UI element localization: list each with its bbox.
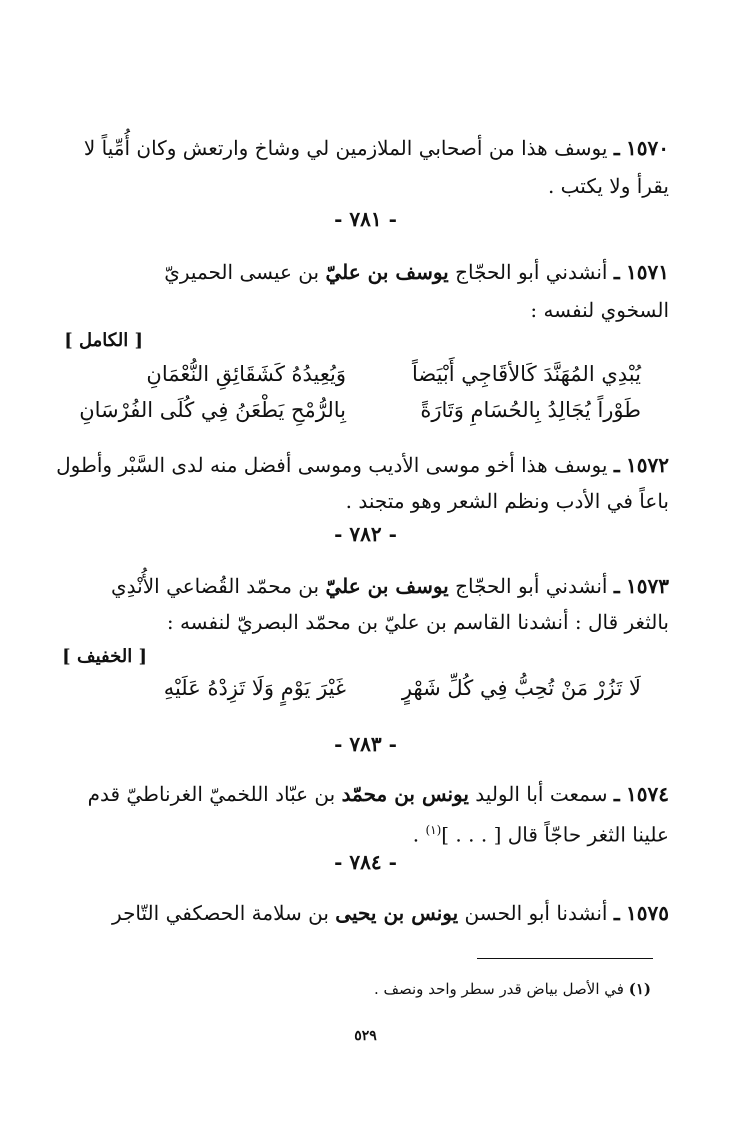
entry-1572-line2: [55, 481, 669, 521]
section-heading-782: - ٧٨٢ -: [334, 522, 397, 546]
entry-dash: ـ: [613, 782, 620, 806]
person-name: يونس بن يحيى: [335, 901, 459, 925]
entry-text: باعاً في الأدب ونظم الشعر وهو متجند .: [345, 489, 669, 513]
person-name: يونس بن محمّد: [341, 782, 469, 806]
entry-number: ١٥٧٤: [626, 782, 669, 806]
entry-1570-line2: [55, 166, 669, 206]
meter-label: [ الكامل ]: [64, 330, 143, 351]
entry-text: أنشدنا أبو الحسن: [464, 901, 608, 925]
footnote-divider: [477, 958, 653, 959]
footnote-marker: (١): [628, 980, 651, 998]
entry-text: بن محمّد القُضاعي الأُنْدِي: [111, 574, 320, 598]
footnote-reference: (١): [425, 823, 442, 837]
page-number: ٥٢٩: [354, 1028, 377, 1044]
entry-1574-line1: [55, 774, 669, 814]
verse-hemistich-2b: بِالرُّمْحِ يَطْعَنُ فِي كُلَى الفُرْسَانِ: [79, 398, 346, 422]
entry-text: أنشدني أبو الحجّاج: [455, 260, 608, 284]
person-name: يوسف بن عليّ: [325, 260, 449, 284]
section-heading-781: - ٧٨١ -: [334, 207, 397, 231]
entry-text: يوسف هذا أخو موسى الأديب وموسى أفضل منه لدى السَّبْر وأطول: [56, 453, 608, 477]
entry-1575-line1: [55, 893, 669, 933]
entry-dash: ـ: [613, 574, 620, 598]
entry-1571-line1: [55, 252, 669, 292]
verse-hemistich-1a: يُبْدِي المُهَنَّدَ كَالأقَاجِي أَبْيَضاً: [411, 362, 641, 386]
verse-hemistich-2a: طَوْراً يُجَالِدُ بِالحُسَامِ وَتَارَةً: [420, 398, 641, 422]
entry-number: ١٥٧١: [626, 260, 669, 284]
entry-1573-line2: [55, 602, 669, 642]
verse-hemistich-1b: غَيْرَ يَوْمٍ وَلَا تَزِدْهُ عَلَيْهِ: [163, 676, 346, 700]
meter-label: [ الخفيف ]: [62, 646, 147, 667]
entry-text: يقرأ ولا يكتب .: [547, 174, 669, 198]
entry-1570-line1: [55, 128, 669, 168]
verse-hemistich-1b: وَيُعِيدُهُ كَشَقَائِقِ النُّعْمَانِ: [146, 362, 346, 386]
entry-1571-line2: [55, 290, 669, 330]
entry-text: يوسف هذا من أصحابي الملازمين لي وشاخ وارتعش وكان أُمِّياً لا: [83, 136, 608, 160]
section-heading-784: - ٧٨٤ -: [334, 850, 397, 874]
footnote: [374, 980, 651, 998]
entry-dash: ـ: [613, 136, 620, 160]
entry-number: ١٥٧٢: [626, 453, 669, 477]
entry-1573-line1: [55, 566, 669, 606]
entry-text: أنشدني أبو الحجّاج: [455, 574, 608, 598]
entry-number: ١٥٧٣: [626, 574, 669, 598]
person-name: يوسف بن عليّ: [325, 574, 449, 598]
entry-dash: ـ: [613, 260, 620, 284]
entry-text: سمعت أبا الوليد: [475, 782, 608, 806]
entry-number: ١٥٧٠: [626, 136, 669, 160]
entry-1572-line1: [55, 445, 669, 485]
entry-dash: ـ: [613, 453, 620, 477]
entry-text: .: [412, 822, 426, 847]
entry-text: بالثغر قال : أنشدنا القاسم بن عليّ بن محمّد البصريّ لنفسه :: [166, 610, 669, 634]
verse-hemistich-1a: لَا تَزُرْ مَنْ تُحِبُّ فِي كُلِّ شَهْرٍ: [401, 676, 641, 700]
section-heading-783: - ٧٨٣ -: [334, 732, 397, 756]
entry-text: علينا الثغر حاجّاً قال [ . . . ]: [441, 822, 669, 847]
entry-dash: ـ: [613, 901, 620, 925]
entry-text: بن عيسى الحميريّ: [164, 260, 320, 284]
entry-number: ١٥٧٥: [626, 901, 669, 925]
entry-text: السخوي لنفسه :: [530, 298, 669, 322]
entry-text: بن سلامة الحصكفي التّاجر: [112, 901, 329, 925]
entry-1574-line2: [55, 810, 669, 855]
footnote-text: في الأصل بياض قدر سطر واحد ونصف .: [373, 980, 624, 998]
entry-text: بن عبّاد اللخميّ الغرناطيّ قدم: [87, 782, 336, 806]
